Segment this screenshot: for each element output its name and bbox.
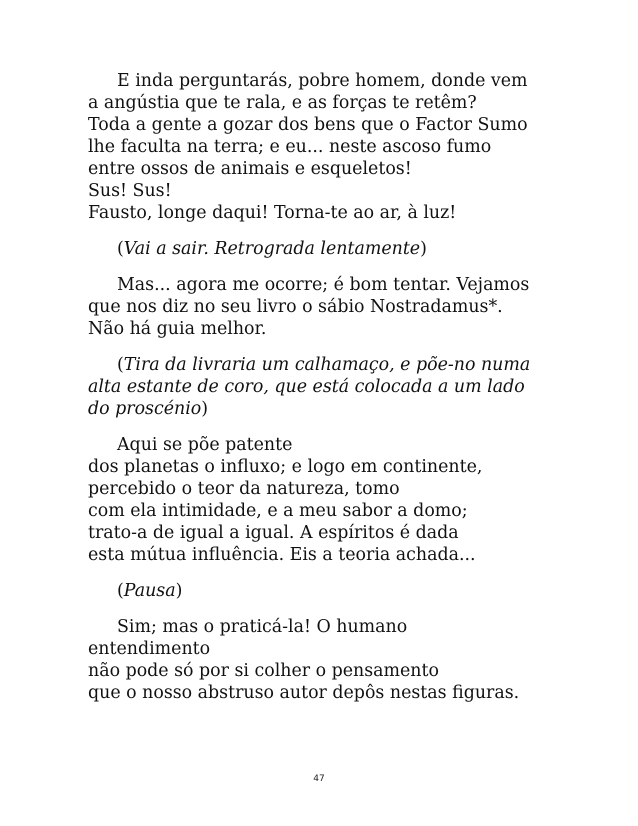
stage-direction-line: Vai a sair. Retrograda lentamente xyxy=(123,239,421,259)
verse-line: esta mútua influência. Eis a teoria achada... xyxy=(88,545,476,565)
verse-paragraph xyxy=(88,616,558,704)
verse-line: que nos diz no seu livro o sábio Nostradamus*. xyxy=(88,297,503,317)
stage-direction-line: Tira da livraria um calhamaço, e põe-no numa xyxy=(123,355,531,375)
verse-line: que o nosso abstruso autor depôs nestas figuras. xyxy=(88,683,520,703)
verse-line: entre ossos de animais e esqueletos! xyxy=(88,159,412,179)
stage-direction xyxy=(88,580,558,602)
verse-line: Não há guia melhor. xyxy=(88,319,267,339)
page-body xyxy=(88,70,558,718)
verse-line: Sus! Sus! xyxy=(88,181,172,201)
verse-line: percebido o teor da natureza, tomo xyxy=(88,479,400,499)
verse-line: trato-a de igual a igual. A espíritos é dada xyxy=(88,523,459,543)
stage-close-paren: ) xyxy=(420,239,427,259)
verse-line: entendimento xyxy=(88,639,211,659)
stage-open-paren: ( xyxy=(117,355,124,375)
verse-paragraph xyxy=(88,434,558,566)
verse-line: a angústia que te rala, e as forças te retêm? xyxy=(88,93,477,113)
verse-line: não pode só por si colher o pensamento xyxy=(88,661,439,681)
verse-paragraph xyxy=(88,70,558,224)
stage-close-paren: ) xyxy=(201,399,209,419)
verse-line: lhe faculta na terra; e eu... neste ascoso fumo xyxy=(88,137,492,157)
stage-direction-line: do proscénio xyxy=(88,399,202,419)
verse-line: Aqui se põe patente xyxy=(117,435,293,455)
verse-paragraph xyxy=(88,274,558,340)
verse-line: Toda a gente a gozar dos bens que o Factor Sumo xyxy=(88,115,528,135)
verse-line: E inda perguntarás, pobre homem, donde vem xyxy=(117,71,528,91)
stage-direction-line: alta estante de coro, que está colocada a um lado xyxy=(88,377,525,397)
stage-open-paren: ( xyxy=(117,239,124,259)
stage-direction-line: Pausa xyxy=(123,581,176,601)
stage-close-paren: ) xyxy=(175,581,183,601)
verse-line: Mas... agora me ocorre; é bom tentar. Vejamos xyxy=(117,275,530,295)
verse-line: com ela intimidade, e a meu sabor a domo; xyxy=(88,501,468,521)
verse-line: Fausto, longe daqui! Torna-te ao ar, à luz! xyxy=(88,203,457,223)
stage-direction xyxy=(88,354,558,420)
stage-direction xyxy=(88,238,558,260)
stage-open-paren: ( xyxy=(117,581,124,601)
verse-line: dos planetas o influxo; e logo em continente, xyxy=(88,457,483,477)
verse-line: Sim; mas o praticá-la! O humano xyxy=(117,617,408,637)
page-number: 47 xyxy=(313,774,325,784)
